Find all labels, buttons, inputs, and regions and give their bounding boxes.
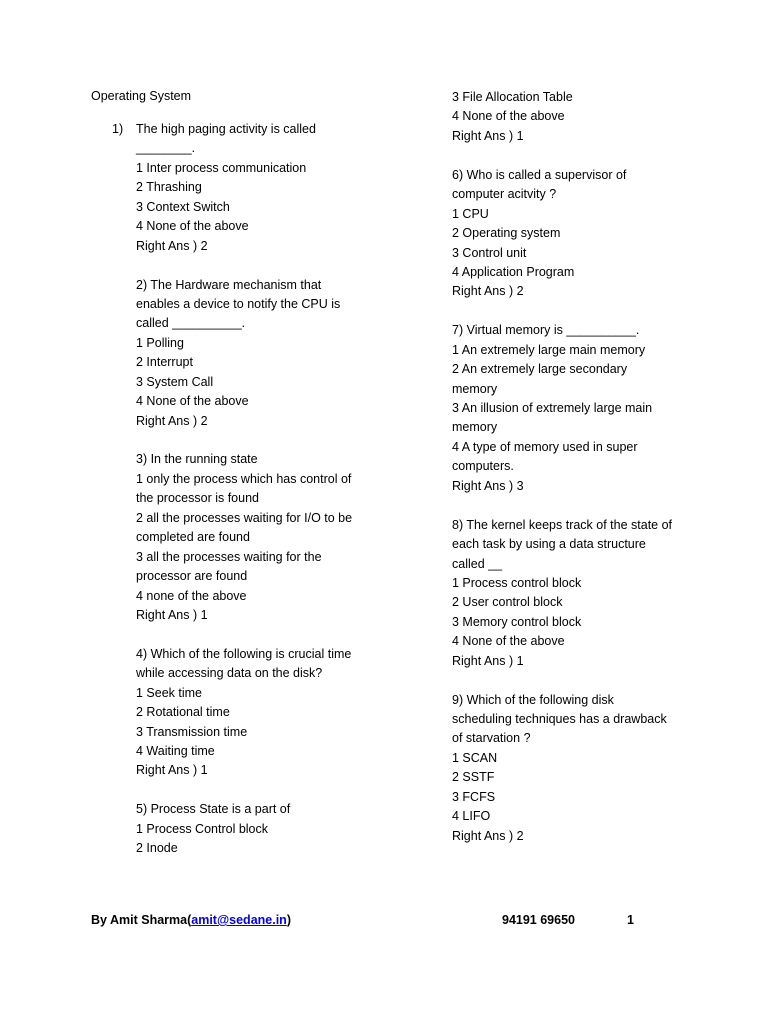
question-line: called __ [452, 556, 503, 571]
question-line: 8) The kernel keeps track of the state of [452, 517, 673, 532]
question-line: 1 Inter process communication [136, 160, 307, 175]
question-line: computers. [452, 459, 514, 474]
question-line: 1 Polling [136, 335, 184, 350]
question-line: 3 File Allocation Table [452, 90, 573, 104]
question-1-number: 1) [112, 122, 124, 136]
question-line: 3 System Call [136, 374, 214, 389]
question-line: 4 None of the above [136, 394, 249, 409]
footer-author [91, 913, 291, 927]
left-column [112, 120, 436, 859]
answer-line: Right Ans ) 2 [136, 238, 208, 253]
question-line: 1 Process control block [452, 575, 582, 590]
question-line: ________. [136, 141, 196, 156]
question-line: 2 Thrashing [136, 180, 202, 195]
left-question-block [136, 120, 436, 256]
answer-line: Right Ans ) 3 [452, 478, 524, 493]
question-line: memory [452, 420, 498, 435]
right-question-block [452, 88, 752, 146]
question-gap [136, 431, 436, 450]
question-line: 2 User control block [452, 595, 563, 610]
question-gap [452, 146, 752, 165]
answer-line: Right Ans ) 2 [136, 413, 208, 428]
question-line: 3 Context Switch [136, 199, 230, 214]
right-question-block [452, 321, 752, 496]
question-line: 1 CPU [452, 206, 489, 221]
question-line: enables a device to notify the CPU is [136, 296, 341, 311]
left-question-block [136, 645, 436, 781]
question-line: completed are found [136, 530, 250, 545]
question-line: 2 Operating system [452, 226, 561, 241]
question-line: 2 Interrupt [136, 355, 193, 370]
question-line: 6) Who is called a supervisor of [452, 167, 627, 182]
question-line: scheduling techniques has a drawback [452, 712, 667, 726]
document-title: Operating System [91, 89, 192, 103]
question-line: 1 SCAN [452, 750, 498, 765]
footer-email-link[interactable]: amit@sedane.in [191, 913, 287, 927]
question-line: each task by using a data structure [452, 537, 646, 552]
footer-phone: 94191 69650 [502, 913, 575, 927]
footer-author-suffix: ) [286, 913, 291, 927]
question-line: 4) Which of the following is crucial time [136, 646, 352, 661]
question-line: of starvation ? [452, 731, 531, 746]
question-line: 1 An extremely large main memory [452, 342, 646, 357]
right-question-block [452, 166, 752, 302]
question-line: 7) Virtual memory is __________. [452, 323, 640, 338]
question-line: 2 Rotational time [136, 705, 230, 720]
question-line: 3) In the running state [136, 452, 258, 467]
question-line: 4 None of the above [136, 219, 249, 234]
question-gap [136, 625, 436, 644]
question-line: 4 Application Program [452, 264, 575, 279]
answer-line: Right Ans ) 1 [452, 128, 524, 143]
question-line: 4 None of the above [452, 109, 565, 124]
question-line: 1 Seek time [136, 685, 203, 700]
left-question-block [136, 450, 436, 625]
question-line: 2) The Hardware mechanism that [136, 277, 322, 292]
answer-line: Right Ans ) 1 [452, 653, 524, 668]
answer-line: Right Ans ) 1 [136, 763, 208, 778]
question-line: 3 Control unit [452, 245, 527, 260]
question-line: called __________. [136, 316, 246, 331]
question-line: computer acitvity ? [452, 187, 557, 202]
footer-author-prefix: By Amit Sharma( [91, 913, 192, 927]
question-line: while accessing data on the disk? [136, 666, 323, 681]
question-line: 1 only the process which has control of [136, 471, 352, 486]
right-question-block [452, 516, 752, 672]
question-gap [136, 256, 436, 275]
question-line: 2 all the processes waiting for I/O to be [136, 510, 353, 525]
left-question-block [136, 276, 436, 432]
question-line: memory [452, 381, 498, 396]
question-line: 4 Waiting time [136, 744, 215, 758]
question-line: 2 Inode [136, 841, 178, 856]
right-column [452, 88, 752, 846]
question-line: 1 Process Control block [136, 821, 269, 836]
question-line: 5) Process State is a part of [136, 802, 291, 817]
question-line: 2 SSTF [452, 770, 495, 785]
question-gap [452, 302, 752, 321]
question-line: 3 Memory control block [452, 614, 582, 629]
question-line: The high paging activity is called [136, 122, 316, 136]
question-line: 3 all the processes waiting for the [136, 549, 322, 564]
question-line: 4 LIFO [452, 809, 491, 824]
question-gap [452, 671, 752, 690]
question-line: 4 None of the above [452, 634, 565, 649]
answer-line: Right Ans ) 1 [136, 607, 208, 622]
answer-line: Right Ans ) 2 [452, 828, 524, 843]
question-line: 3 FCFS [452, 789, 496, 804]
question-line: 2 An extremely large secondary [452, 362, 628, 377]
question-line: 9) Which of the following disk [452, 692, 614, 707]
question-line: 4 A type of memory used in super [452, 439, 638, 454]
question-line: 3 An illusion of extremely large main [452, 401, 653, 415]
right-question-block [452, 691, 752, 847]
footer-page-number: 1 [627, 913, 634, 927]
answer-line: Right Ans ) 2 [452, 284, 524, 299]
question-line: processor are found [136, 569, 248, 584]
question-line: 4 none of the above [136, 588, 247, 603]
question-gap [136, 781, 436, 800]
left-question-block [136, 800, 436, 858]
question-gap [452, 496, 752, 515]
question-line: 3 Transmission time [136, 724, 248, 739]
question-line: the processor is found [136, 491, 259, 506]
